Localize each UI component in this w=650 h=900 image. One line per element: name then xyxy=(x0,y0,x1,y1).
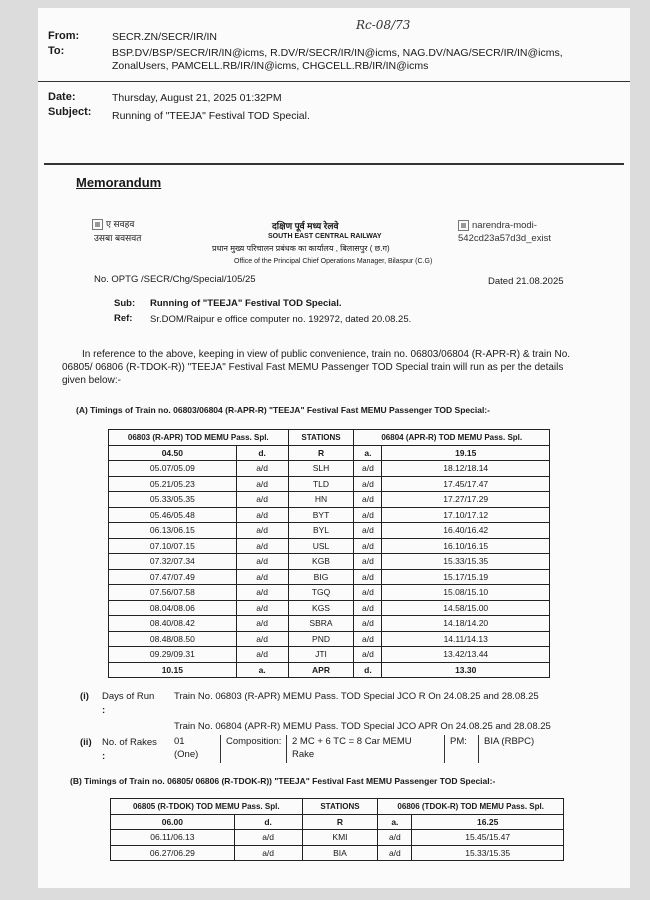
down-code: a/d xyxy=(236,585,288,601)
broken-image-icon xyxy=(458,220,469,231)
org-name-english: SOUTH EAST CENTRAL RAILWAY xyxy=(268,233,382,240)
pm-divider-left xyxy=(444,735,445,763)
down-code: a. xyxy=(236,662,288,678)
down-time: 05.07/05.09 xyxy=(109,461,237,477)
down-time: 07.47/07.49 xyxy=(109,569,237,585)
down-code: a/d xyxy=(236,600,288,616)
table-row xyxy=(109,461,550,477)
header-stations: STATIONS xyxy=(288,430,354,446)
down-code: a/d xyxy=(236,523,288,539)
table-row xyxy=(109,492,550,508)
table-row xyxy=(109,523,550,539)
header-divider xyxy=(38,81,630,82)
ref-label: Ref: xyxy=(114,313,133,324)
table-row xyxy=(109,585,550,601)
timetable-b xyxy=(110,798,564,861)
table-row xyxy=(111,845,564,861)
up-time: 15.45/15.47 xyxy=(412,830,564,846)
up-time: 18.12/18.14 xyxy=(382,461,550,477)
up-code: a. xyxy=(354,445,382,461)
rakes-divider xyxy=(220,735,221,763)
down-time: 04.50 xyxy=(109,445,237,461)
station: KGS xyxy=(288,600,354,616)
section-a-heading: (A) Timings of Train no. 06803/06804 (R-APR-R) "TEEJA" Festival Fast MEMU Passenger TOD Special:- xyxy=(76,405,490,415)
sub-label: Sub: xyxy=(114,298,136,309)
logo-left-line2: उसबा बवसवत xyxy=(94,233,142,243)
from-label: From: xyxy=(48,30,80,42)
days-colon: : xyxy=(102,705,106,716)
intro-paragraph-line1: In reference to the above, keeping in view of public convenience, train no. 06803/06804 (R-APR-R) & train No. xyxy=(82,349,571,360)
station: TGQ xyxy=(288,585,354,601)
down-time: 09.29/09.31 xyxy=(109,647,237,663)
down-time: 07.10/07.15 xyxy=(109,538,237,554)
down-code: a/d xyxy=(236,507,288,523)
rakes-count: 01 xyxy=(174,736,185,747)
station: TLD xyxy=(288,476,354,492)
header-up-train: 06806 (TDOK-R) TOD MEMU Pass. Spl. xyxy=(378,799,564,815)
station: JTI xyxy=(288,647,354,663)
handwritten-reference-note: Rc-08/73 xyxy=(356,18,411,32)
table-header-row xyxy=(111,799,564,815)
office-name-hindi: प्रधान मुख्य परिचालन प्रबंधक का कार्यालय , बिलासपुर ( छ.ग) xyxy=(212,244,390,253)
down-code: a/d xyxy=(236,554,288,570)
logo-right-line2: 542cd23a57d3d_exist xyxy=(458,233,551,244)
station: USL xyxy=(288,538,354,554)
days-of-run-line1: Train No. 06803 (R-APR) MEMU Pass. TOD Special JCO R On 24.08.25 and 28.08.25 xyxy=(174,691,539,702)
table-row xyxy=(111,830,564,846)
item-i-number: (i) xyxy=(80,691,89,702)
table-row xyxy=(109,554,550,570)
down-code: a/d xyxy=(236,631,288,647)
to-label: To: xyxy=(48,45,65,57)
down-time: 08.48/08.50 xyxy=(109,631,237,647)
up-time: 14.18/14.20 xyxy=(382,616,550,632)
up-code: a/d xyxy=(354,600,382,616)
header-stations: STATIONS xyxy=(302,799,378,815)
reference-number: No. OPTG /SECR/Chg/Special/105/25 xyxy=(94,274,256,285)
up-code: a/d xyxy=(354,554,382,570)
up-code: a/d xyxy=(354,507,382,523)
up-code: a/d xyxy=(378,845,412,861)
station: BYL xyxy=(288,523,354,539)
up-code: a/d xyxy=(354,569,382,585)
down-code: d. xyxy=(234,814,302,830)
station: BIG xyxy=(288,569,354,585)
up-code: a/d xyxy=(354,616,382,632)
up-code: a/d xyxy=(354,476,382,492)
station: BIA xyxy=(302,845,378,861)
station: KMI xyxy=(302,830,378,846)
section-b-heading: (B) Timings of Train no. 06805/ 06806 (R-TDOK-R)) "TEEJA" Festival Fast MEMU Passenger TOD Special:- xyxy=(70,776,496,786)
down-code: a/d xyxy=(234,830,302,846)
down-code: a/d xyxy=(236,492,288,508)
station: SBRA xyxy=(288,616,354,632)
header-down-train: 06805 (R-TDOK) TOD MEMU Pass. Spl. xyxy=(111,799,303,815)
station: BYT xyxy=(288,507,354,523)
up-code: a/d xyxy=(354,538,382,554)
date-label: Date: xyxy=(48,91,76,103)
rakes-colon: : xyxy=(102,751,106,762)
up-code: a/d xyxy=(354,523,382,539)
up-time: 15.17/15.19 xyxy=(382,569,550,585)
dated: Dated 21.08.2025 xyxy=(488,276,564,287)
up-time: 16.10/16.15 xyxy=(382,538,550,554)
up-code: d. xyxy=(354,662,382,678)
to-value-line1: BSP.DV/BSP/SECR/IR/IN@icms, R.DV/R/SECR/IR/IN@icms, NAG.DV/NAG/SECR/IR/IN@icms, xyxy=(112,47,563,59)
station: KGB xyxy=(288,554,354,570)
table-row xyxy=(109,507,550,523)
document-page xyxy=(38,8,630,888)
item-ii-number: (ii) xyxy=(80,737,92,748)
up-code: a/d xyxy=(354,461,382,477)
table-row xyxy=(109,600,550,616)
up-code: a/d xyxy=(354,647,382,663)
up-time: 14.58/15.00 xyxy=(382,600,550,616)
station: HN xyxy=(288,492,354,508)
up-time: 16.40/16.42 xyxy=(382,523,550,539)
table-row xyxy=(109,538,550,554)
down-code: a/d xyxy=(236,647,288,663)
pm-label: PM: xyxy=(450,736,467,747)
down-time: 08.04/08.06 xyxy=(109,600,237,616)
down-time: 10.15 xyxy=(109,662,237,678)
down-code: a/d xyxy=(236,616,288,632)
up-time: 17.45/17.47 xyxy=(382,476,550,492)
table-row xyxy=(111,814,564,830)
composition-value-line1: 2 MC + 6 TC = 8 Car MEMU xyxy=(292,736,412,747)
memo-top-rule xyxy=(44,163,624,165)
station: SLH xyxy=(288,461,354,477)
up-time: 19.15 xyxy=(382,445,550,461)
up-time: 15.33/15.35 xyxy=(412,845,564,861)
up-code: a/d xyxy=(354,631,382,647)
station: PND xyxy=(288,631,354,647)
down-time: 06.11/06.13 xyxy=(111,830,235,846)
up-time: 14.11/14.13 xyxy=(382,631,550,647)
table-row xyxy=(109,662,550,678)
station: R xyxy=(288,445,354,461)
broken-image-icon xyxy=(92,219,103,230)
table-header-row xyxy=(109,430,550,446)
down-code: a/d xyxy=(236,461,288,477)
date-value: Thursday, August 21, 2025 01:32PM xyxy=(112,92,282,104)
composition-label: Composition: xyxy=(226,736,282,747)
up-time: 17.27/17.29 xyxy=(382,492,550,508)
sub-value: Running of "TEEJA" Festival TOD Special. xyxy=(150,298,342,309)
down-code: a/d xyxy=(236,476,288,492)
up-code: a/d xyxy=(378,830,412,846)
down-time: 06.00 xyxy=(111,814,235,830)
days-of-run-label: Days of Run xyxy=(102,691,155,702)
down-time: 07.56/07.58 xyxy=(109,585,237,601)
up-time: 13.30 xyxy=(382,662,550,678)
down-code: a/d xyxy=(236,569,288,585)
up-code: a/d xyxy=(354,585,382,601)
subject-value: Running of "TEEJA" Festival TOD Special. xyxy=(112,110,310,122)
down-time: 07.32/07.34 xyxy=(109,554,237,570)
table-row xyxy=(109,616,550,632)
intro-paragraph-line3: given below:- xyxy=(62,375,121,386)
composition-divider xyxy=(286,735,287,763)
pm-value: BIA (RBPC) xyxy=(484,736,535,747)
down-code: d. xyxy=(236,445,288,461)
table-row xyxy=(109,445,550,461)
up-code: a. xyxy=(378,814,412,830)
down-time: 08.40/08.42 xyxy=(109,616,237,632)
up-time: 15.33/15.35 xyxy=(382,554,550,570)
station: APR xyxy=(288,662,354,678)
intro-paragraph-line2: 06805/ 06806 (R-TDOK-R)) "TEEJA" Festival Fast MEMU Passenger TOD Special train will run as per the details xyxy=(62,362,564,373)
down-time: 06.27/06.29 xyxy=(111,845,235,861)
down-time: 06.13/06.15 xyxy=(109,523,237,539)
up-time: 16.25 xyxy=(412,814,564,830)
subject-label: Subject: xyxy=(48,106,92,118)
from-value: SECR.ZN/SECR/IR/IN xyxy=(112,31,218,43)
down-code: a/d xyxy=(234,845,302,861)
up-time: 17.10/17.12 xyxy=(382,507,550,523)
up-code: a/d xyxy=(354,492,382,508)
to-value-line2: ZonalUsers, PAMCELL.RB/IR/IN@icms, CHGCELL.RB/IR/IN@icms xyxy=(112,60,429,72)
office-name-english: Office of the Principal Chief Operations Manager, Bilaspur (C.G) xyxy=(234,258,433,265)
down-time: 05.33/05.35 xyxy=(109,492,237,508)
down-time: 05.46/05.48 xyxy=(109,507,237,523)
pm-divider-right xyxy=(478,735,479,763)
logo-left: ए सवहव xyxy=(92,217,134,230)
logo-right: narendra-modi- xyxy=(458,220,537,231)
ref-value: Sr.DOM/Raipur e office computer no. 192972, dated 20.08.25. xyxy=(150,314,412,325)
org-name-hindi: दक्षिण पूर्व मध्य रेलवे xyxy=(272,221,339,231)
table-row xyxy=(109,476,550,492)
rakes-count-word: (One) xyxy=(174,749,199,760)
days-of-run-line2: Train No. 06804 (APR-R) MEMU Pass. TOD Special JCO APR On 24.08.25 and 28.08.25 xyxy=(174,721,551,732)
down-time: 05.21/05.23 xyxy=(109,476,237,492)
rakes-label: No. of Rakes xyxy=(102,737,157,748)
down-code: a/d xyxy=(236,538,288,554)
table-row xyxy=(109,569,550,585)
up-time: 13.42/13.44 xyxy=(382,647,550,663)
up-time: 15.08/15.10 xyxy=(382,585,550,601)
header-down-train: 06803 (R-APR) TOD MEMU Pass. Spl. xyxy=(109,430,289,446)
table-row xyxy=(109,647,550,663)
timetable-a xyxy=(108,429,550,678)
station: R xyxy=(302,814,378,830)
table-row xyxy=(109,631,550,647)
memo-title: Memorandum xyxy=(76,175,162,190)
composition-value-line2: Rake xyxy=(292,749,315,760)
header-up-train: 06804 (APR-R) TOD MEMU Pass. Spl. xyxy=(354,430,550,446)
